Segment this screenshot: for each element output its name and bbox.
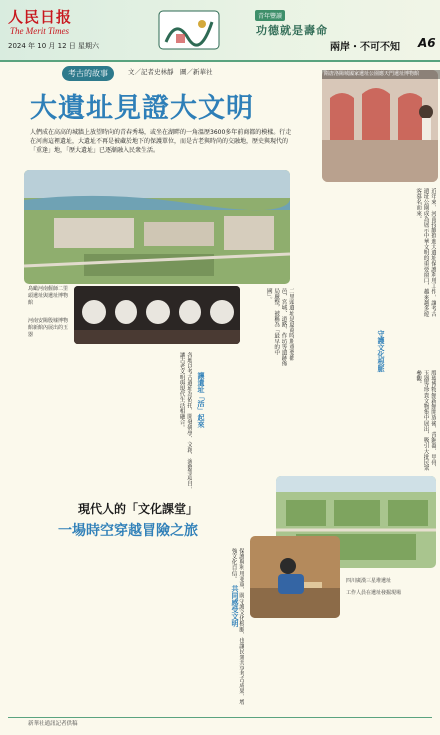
caption-relic: 四川廣漢三星堆遺址 — [346, 578, 392, 584]
subhead-1: 讓遺址「活」起來 — [197, 372, 205, 428]
caption-jade: 河南安陽殷墟博物館新館內展出的玉器 — [28, 318, 69, 338]
banner-title: 功德就是壽命 — [256, 24, 328, 37]
masthead-rule — [0, 60, 440, 62]
banner-illustration — [158, 10, 220, 50]
caption-dig: 工作人員在遺址發掘現場 — [346, 590, 402, 596]
page-number: A6 — [418, 36, 436, 50]
body-column-1: 近年來，河南持續推進大遺址保護利用工作，讓考古遺址公園成為展示中華文明的重要窗口，越來越多遊客慕名而來。 — [415, 188, 436, 317]
caption-aerial: 鳥瞰河南偃師二里頭遺址與遺址博物館 — [28, 286, 69, 306]
article-lead: 人們成在高高的城牆上放望時向的青春秀場，或坐在湖畔的一角溫歷3600多年前商都的模樣。行走在河南這裡遺址，大遺址不再是被藏於地下的保護單位，而是古老與時尚的交融地，歷史與現代的「重逢」地，「歷大遺址」已逐漸融入民衆生活。 — [30, 129, 292, 154]
caption-gate: 隋唐洛陽城國家遺址公園應天門遺址博物館 — [322, 70, 440, 79]
banner-tag: 青年豐讀 — [255, 10, 285, 21]
story2-subtitle: 一場時空穿越冒險之旅 — [58, 523, 198, 539]
photo-excavation — [250, 536, 340, 618]
newspaper-logo: 人民日报 — [8, 8, 73, 26]
section-name: 兩岸・不可不知 — [330, 42, 400, 53]
photo-gate-museum — [322, 70, 438, 182]
article-byline: 文／記者史林靜 圖／新華社 — [128, 68, 213, 76]
body-column-3: 殷墟博物館新館開放後，青銅器、甲骨、玉器等珍貴文物集中展出，吸引大批民衆參觀。 — [415, 370, 436, 471]
subhead-2: 守護文化根脈 — [377, 330, 385, 372]
photo-aerial-site — [24, 170, 290, 284]
newspaper-logo-subtitle: The Merit Times — [10, 26, 70, 36]
subhead-3: 共同感受文明 — [231, 585, 239, 627]
article-headline: 大遺址見證大文明 — [30, 93, 254, 124]
body-column-5: 保護與利用並重，既守護文化根脈，也讓民衆共享考古成果，增強文化自信。 — [230, 548, 244, 705]
issue-date: 2024 年 10 月 12 日 星期六 — [8, 42, 99, 50]
article-kicker: 考古的故事 — [62, 66, 114, 81]
story2-title: 現代人的「文化課堂」 — [78, 502, 199, 516]
body-column-4: 各地以考古遺址為依托，開發研學、文創、演藝等項目，讓古老文明與現代生活相融合。 — [178, 352, 192, 492]
footer-text: 新華社通訊記者供稿 — [28, 721, 78, 727]
body-column-2: 二里頭遺址是夏商時期重要都邑，宮城、道路、作坊等遺跡佈局嚴整，被稱為「最早的中國」。 — [265, 288, 294, 367]
